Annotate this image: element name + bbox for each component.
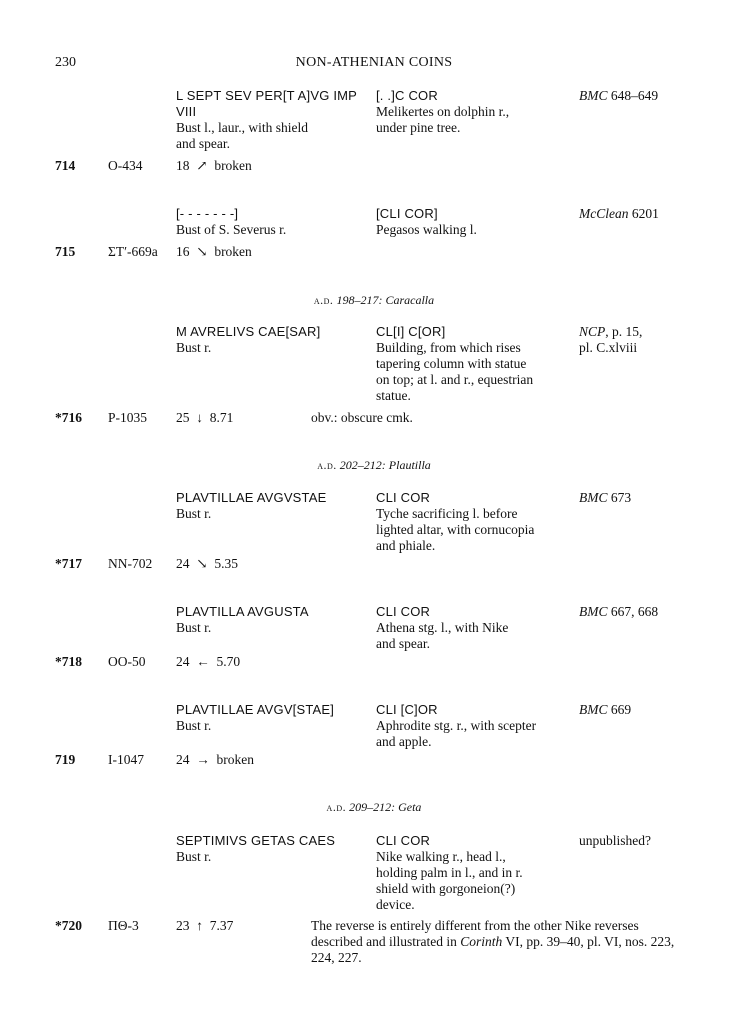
coin-data [176,243,252,260]
die-axis-arrow-icon: ↘ [196,244,208,259]
catalogue-number: 719 [55,752,76,767]
reference: McClean 6201 [579,206,659,221]
weight: 7.37 [209,918,234,933]
coin-data [176,157,252,174]
reverse-legend: CLI COR [376,604,431,619]
reverse-description: and phiale. [376,538,436,553]
obverse-legend: PLAVTILLAE AVGVSTAE [176,490,327,505]
reverse-description: shield with gorgoneion(?) [376,881,516,896]
obverse-legend: [- - - - - - -] [176,206,239,221]
note: obv.: obscure cmk. [311,410,413,425]
obverse-description: Bust r. [176,849,212,864]
reverse-description: Aphrodite stg. r., with scepter [376,718,537,733]
obverse-description: and spear. [176,136,230,151]
coin-data [176,409,233,426]
diameter: 18 [176,158,190,173]
die-axis-arrow-icon: → [196,752,210,767]
reverse-description: and spear. [376,636,430,651]
weight: 8.71 [209,410,234,425]
reverse-description: Melikertes on dolphin r., [376,104,510,119]
weight: broken [216,752,254,767]
obverse-description: Bust r. [176,620,212,635]
weight: broken [214,158,252,173]
catalogue-number: *716 [55,410,82,425]
inventory-number: P-1035 [108,410,148,425]
reference: NCP, p. 15, [579,324,643,339]
reverse-description: Nike walking r., head l., [376,849,506,864]
reverse-description: statue. [376,388,411,403]
diameter: 24 [176,654,190,669]
die-axis-arrow-icon: ↗ [196,158,208,173]
note: 224, 227. [311,950,362,965]
catalogue-number: *718 [55,654,82,669]
obverse-description: Bust r. [176,340,212,355]
diameter: 23 [176,918,190,933]
inventory-number: ΣΤ′-669a [108,244,158,259]
reverse-legend: CL[I] C[OR] [376,324,446,339]
reverse-description: holding palm in l., and in r. [376,865,523,880]
reverse-legend: CLI [C]OR [376,702,438,717]
reverse-legend: [CLI COR] [376,206,438,221]
reverse-description: device. [376,897,415,912]
weight: broken [214,244,252,259]
reverse-description: tapering column with statue [376,356,527,371]
reverse-description: under pine tree. [376,120,461,135]
reverse-legend: CLI COR [376,833,431,848]
reverse-description: Pegasos walking l. [376,222,477,237]
coin-data [176,917,233,934]
catalogue-number: 715 [55,244,76,259]
section-heading: a.d. 209–212: Geta [326,800,422,814]
reference-line-2: pl. C.xlviii [579,340,638,355]
reverse-legend: CLI COR [376,490,431,505]
running-head: NON-ATHENIAN COINS [295,55,453,70]
reference: BMC 667, 668 [579,604,659,619]
section-heading: a.d. 202–212: Plautilla [317,458,431,472]
obverse-legend: L SEPT SEV PER[T A]VG IMP [176,88,358,103]
obverse-legend: SEPTIMIVS GETAS CAES [176,833,336,848]
note: The reverse is entirely different from the other Nike reverses [311,918,639,933]
inventory-number: OO-50 [108,654,146,669]
coin-data [176,751,254,768]
obverse-legend: PLAVTILLAE AVGV[STAE] [176,702,335,717]
weight: 5.70 [216,654,241,669]
catalogue-number: *720 [55,918,82,933]
reverse-description: on top; at l. and r., equestrian [376,372,534,387]
die-axis-arrow-icon: ↓ [196,410,203,425]
reverse-description: Tyche sacrificing l. before [376,506,518,521]
inventory-number: NN-702 [108,556,153,571]
reverse-description: Athena stg. l., with Nike [376,620,509,635]
obverse-legend: PLAVTILLA AVGUSTA [176,604,309,619]
obverse-description: Bust of S. Severus r. [176,222,287,237]
diameter: 25 [176,410,190,425]
reference: BMC 648–649 [579,88,659,103]
weight: 5.35 [214,556,238,571]
obverse-description: Bust l., laur., with shield [176,120,309,135]
inventory-number: ΠΘ-3 [108,918,139,933]
coin-data [176,653,240,670]
reverse-description: Building, from which rises [376,340,521,355]
note: described and illustrated in Corinth VI, pp. 39–40, pl. VI, nos. 223, [311,934,675,949]
diameter: 24 [176,556,190,571]
obverse-legend: VIII [176,104,197,119]
obverse-description: Bust r. [176,718,212,733]
page-number: 230 [55,55,76,70]
obverse-description: Bust r. [176,506,212,521]
catalogue-number: *717 [55,556,82,571]
section-heading: a.d. 198–217: Caracalla [313,293,435,307]
die-axis-arrow-icon: ↑ [196,918,203,933]
reference: unpublished? [579,833,651,848]
obverse-legend: M AVRELIVS CAE[SAR] [176,324,321,339]
die-axis-arrow-icon: ← [196,654,210,669]
inventory-number: O-434 [108,158,143,173]
reference: BMC 669 [579,702,632,717]
diameter: 16 [176,244,190,259]
reverse-description: and apple. [376,734,432,749]
reverse-description: lighted altar, with cornucopia [376,522,535,537]
diameter: 24 [176,752,190,767]
inventory-number: I-1047 [108,752,144,767]
reference: BMC 673 [579,490,632,505]
catalogue-number: 714 [55,158,76,173]
coin-data [176,555,238,572]
die-axis-arrow-icon: ↘ [196,556,208,571]
reverse-legend: [. .]C COR [376,88,438,103]
